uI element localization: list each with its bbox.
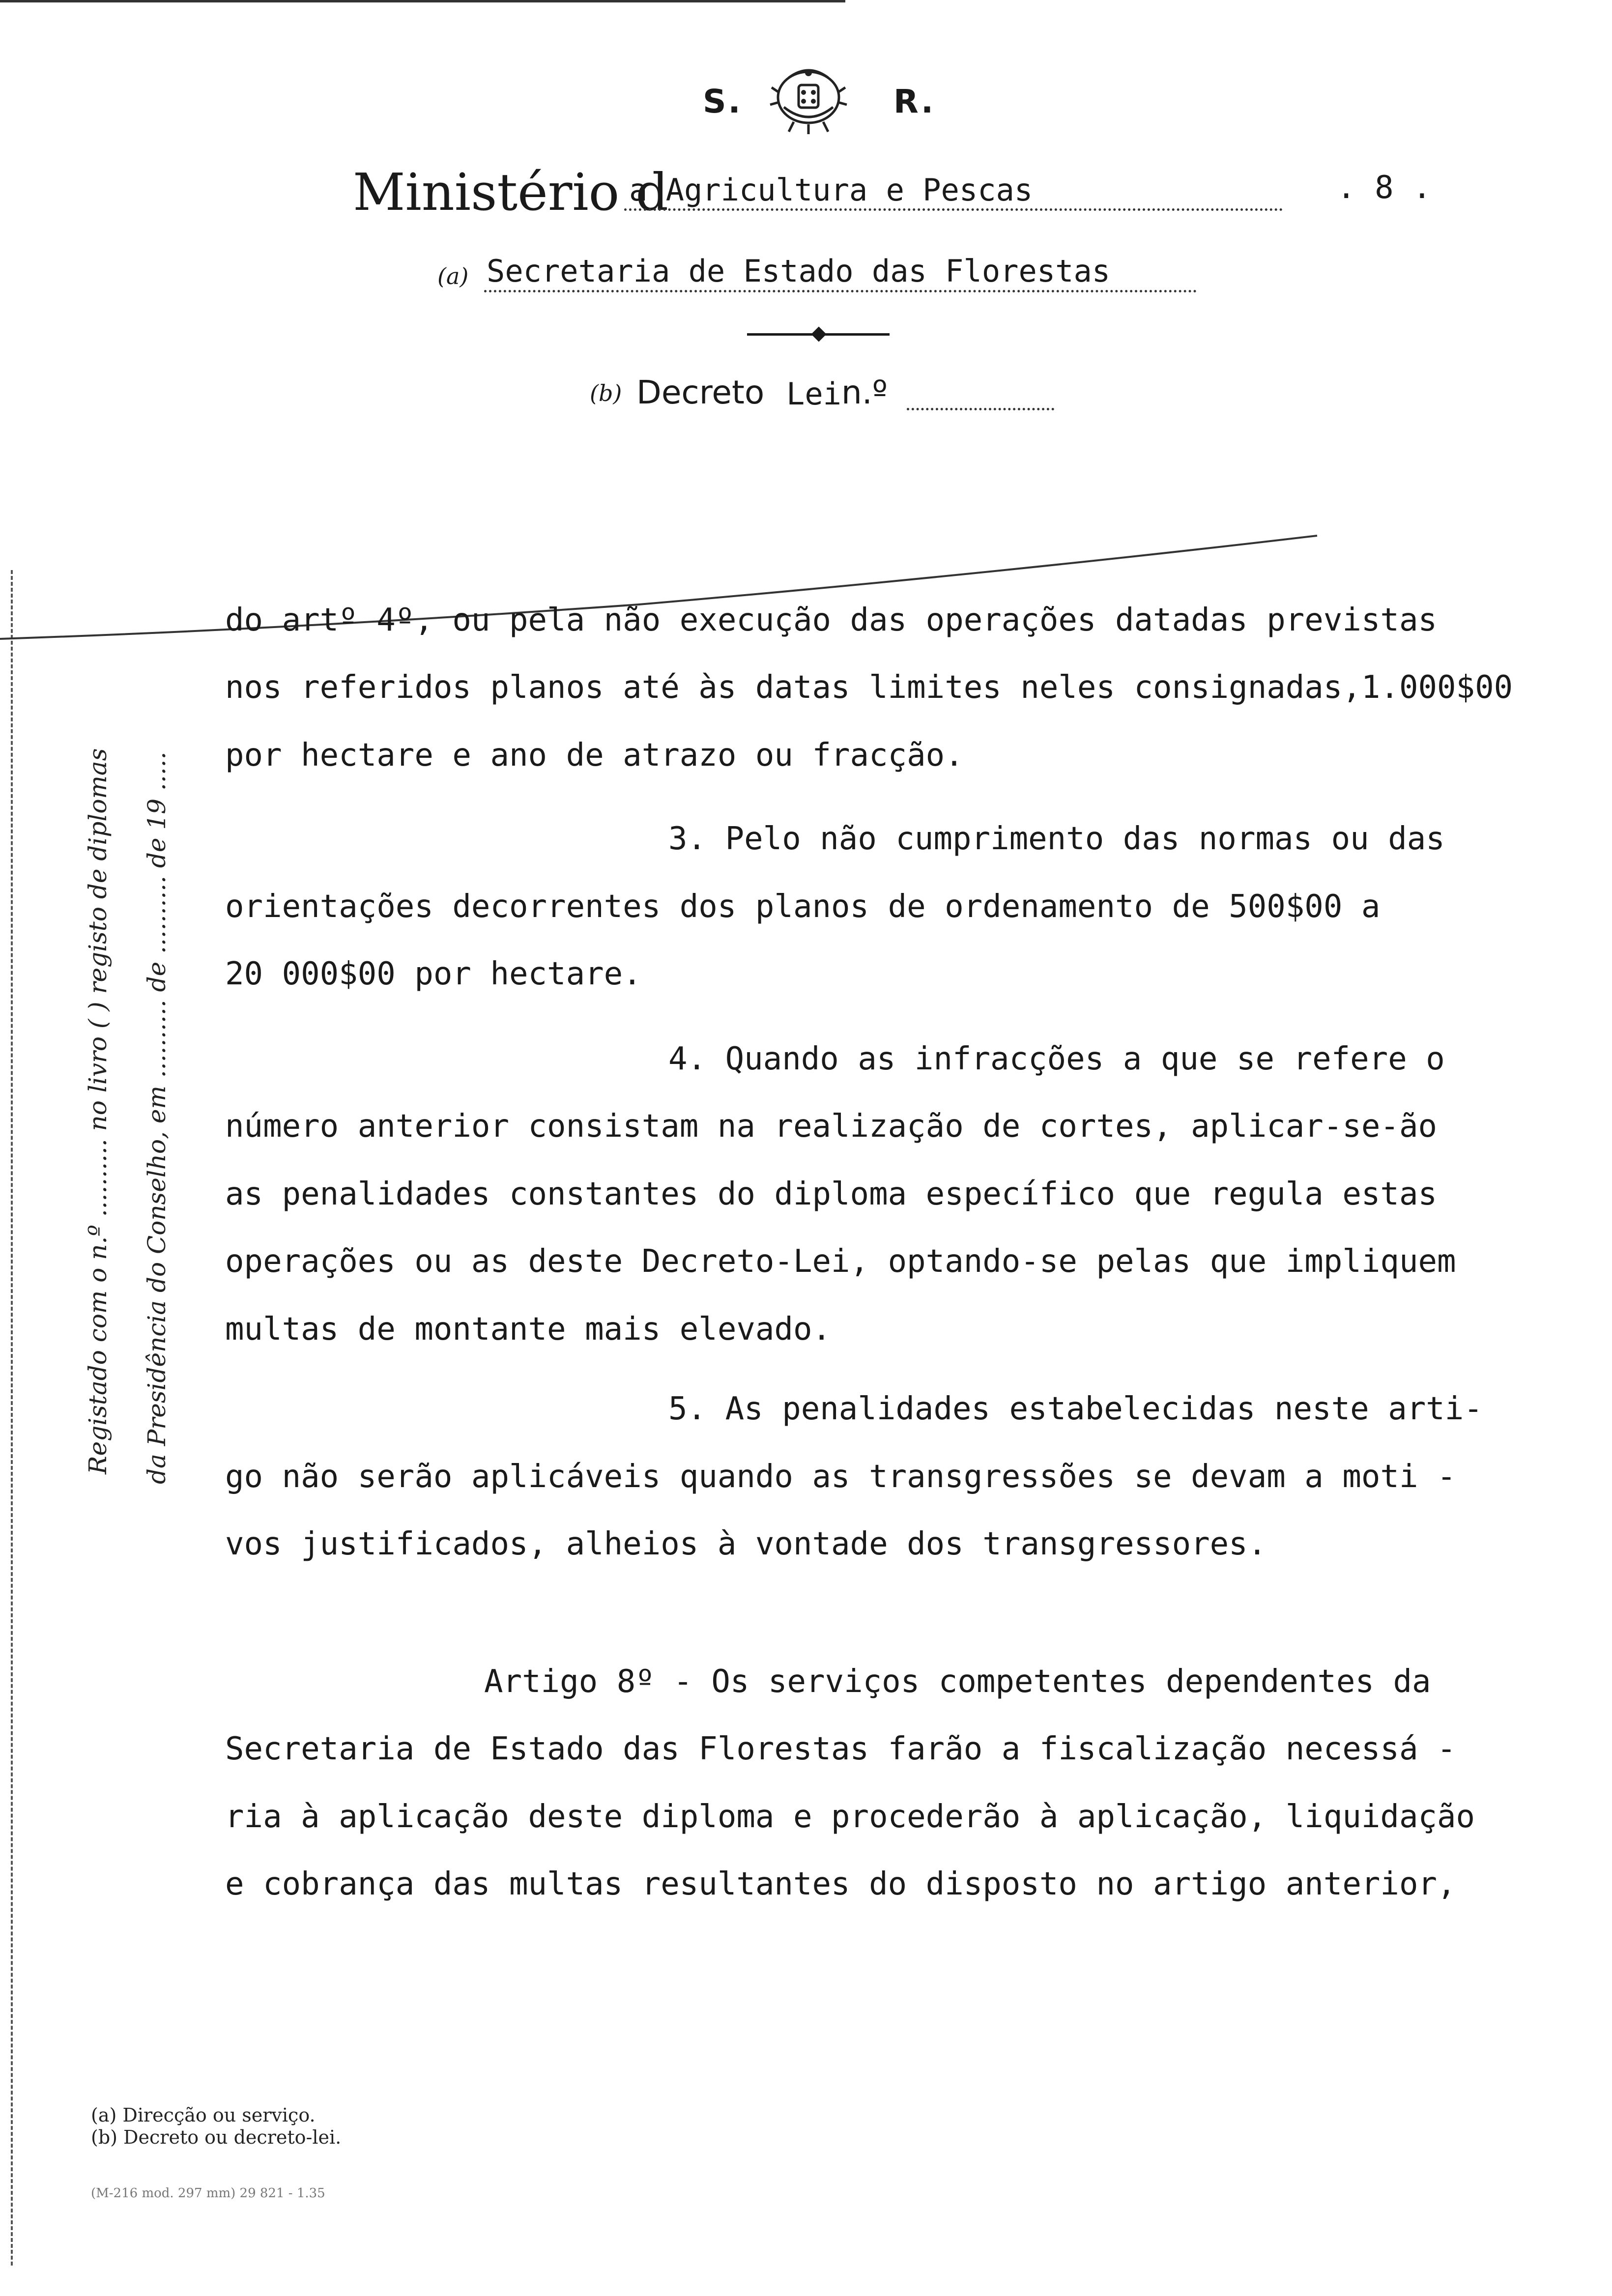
- body-line: as penalidades constantes do diploma específico que regula estas: [225, 1176, 1437, 1212]
- header-r-letter: R.: [893, 83, 936, 120]
- decreto-number-label: n.º: [841, 373, 888, 411]
- decreto-label: Decreto: [636, 373, 765, 411]
- top-border-line: [0, 0, 845, 2]
- body-line: nos referidos planos até às datas limites neles consignadas,1.000$00: [225, 669, 1513, 706]
- body-line: orientações decorrentes dos planos de ordenamento de 500$00 a: [225, 889, 1381, 925]
- ministerio-dotted-line: [624, 208, 1283, 211]
- coat-of-arms-icon: [769, 58, 848, 137]
- left-margin-dashed-line: [11, 570, 15, 2266]
- footnote-marker-a: (a): [437, 263, 469, 289]
- footnote-a: (a) Direcção ou serviço.: [91, 2104, 316, 2126]
- separator-diamond-icon: [811, 326, 826, 342]
- ministerio-label: Ministério d: [353, 162, 668, 222]
- body-line: e cobrança das multas resultantes do disposto no artigo anterior,: [225, 1866, 1456, 1902]
- handwritten-stroke: [0, 516, 1327, 663]
- ministerio-name: a Agricultura e Pescas: [629, 172, 1033, 208]
- body-line: 4. Quando as infracções a que se refere o: [668, 1041, 1445, 1077]
- body-line: go não serão aplicáveis quando as transgressões se devam a moti -: [225, 1459, 1456, 1495]
- body-line: Artigo 8º - Os serviços competentes dependentes da: [484, 1664, 1431, 1700]
- footnote-b: (b) Decreto ou decreto-lei.: [91, 2126, 342, 2148]
- registration-note-line-2: da Presidência do Conselho, em .......... de .......... de 19 .....: [143, 751, 171, 1484]
- body-line: operações ou as deste Decreto-Lei, optando-se pelas que impliquem: [225, 1243, 1456, 1280]
- body-line: do artº 4º, ou pela não execução das operações datadas previstas: [225, 602, 1437, 638]
- body-line: por hectare e ano de atrazo ou fracção.: [225, 737, 964, 774]
- body-line: Secretaria de Estado das Florestas farão a fiscalização necessá -: [225, 1731, 1456, 1767]
- body-line: 20 000$00 por hectare.: [225, 956, 642, 992]
- print-info: (M-216 mod. 297 mm) 29 821 - 1.35: [91, 2186, 325, 2201]
- decreto-type: Lei: [786, 376, 841, 412]
- body-line: ria à aplicação deste diploma e procederão à aplicação, liquidação: [225, 1799, 1475, 1835]
- body-line: vos justificados, alheios à vontade dos transgressores.: [225, 1526, 1267, 1562]
- page-number: . 8 .: [1337, 170, 1432, 206]
- secretaria-dotted-line: [484, 290, 1197, 292]
- registration-note-line-1: Registado com o n.º .......... no livro ( ) registo de diplomas: [84, 748, 112, 1474]
- secretaria-name: Secretaria de Estado das Florestas: [487, 253, 1111, 289]
- header-s-letter: S.: [703, 83, 743, 120]
- body-line: multas de montante mais elevado.: [225, 1311, 831, 1348]
- decreto-number-dotted-line: [907, 408, 1054, 410]
- body-line: 3. Pelo não cumprimento das normas ou das: [668, 821, 1445, 857]
- body-line: número anterior consistam na realização de cortes, aplicar-se-ão: [225, 1108, 1437, 1145]
- footnote-marker-b: (b): [590, 380, 622, 406]
- body-line: 5. As penalidades estabelecidas neste arti-: [668, 1391, 1483, 1427]
